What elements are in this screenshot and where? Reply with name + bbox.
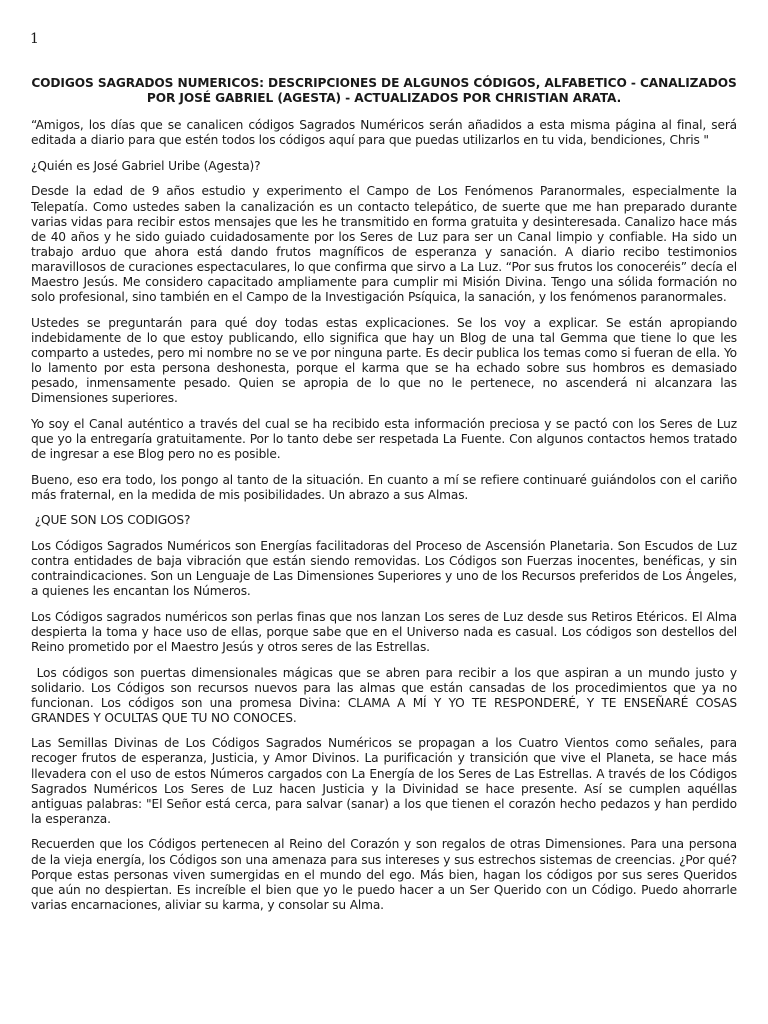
paragraph-closing: Bueno, eso era todo, los pongo al tanto de la situación. En cuanto a mí se refiere continuaré guiándolos con el cariño más fraternal, en la medida de mis posibilidades. Un abrazo a sus Almas. [31, 472, 737, 502]
document-title: CODIGOS SAGRADOS NUMERICOS: DESCRIPCIONES DE ALGUNOS CÓDIGOS, ALFABETICO - CANALIZADOS POR JOSÉ GABRIEL (AGESTA) - ACTUALIZADOS POR CHRISTIAN ARATA. [31, 76, 737, 106]
paragraph-biography: Desde la edad de 9 años estudio y experimento el Campo de Los Fenómenos Paranormales, especialmente la Telepatía. Como ustedes saben la canalización es un contacto telepático, de suerte que me han preparado durante varias vidas para recibir estos mensajes que les he transmitido en forma gratuita y desinteresada. Canalizo hace más de 40 años y he sido guiado cuidadosamente por los Seres de Luz para ser un Canal limpio y confiable. Ha sido un trabajo arduo que ahora está dando frutos magníficos de esperanza y sanación. A diario recibo testimonios maravillosos de curaciones espectaculares, lo que confirma que sirvo a La Luz. “Por sus frutos los conoceréis” decía el Maestro Jesús. Me considero capacitado ampliamente para cumplir mi Misión Divina. Tengo una sólida formación no solo profesional, sino también en el Campo de la Investigación Psíquica, la sanación, y los fenómenos paranormales. [31, 184, 737, 305]
document-body [31, 76, 741, 923]
section-heading-what-are-codes: ¿QUE SON LOS CODIGOS? [31, 513, 191, 528]
paragraph-heart-kingdom: Recuerden que los Códigos pertenecen al Reino del Corazón y son regalos de otras Dimensiones. Para una persona de la vieja energía, los Códigos son una amenaza para sus intereses y sus estrechos sistemas de creencias. ¿Por qué? Porque estas personas viven sumergidas en el mundo del ego. Más bien, hagan los códigos por sus seres Queridos que aún no despiertan. Es increíble el bien que yo le puedo hacer a un Ser Querido con un Código. Puedo ahorrarle varias encarnaciones, aliviar su karma, y consolar su Alma. [31, 837, 737, 912]
paragraph-codes-portals: Los códigos son puertas dimensionales mágicas que se abren para recibir a los que aspiran a un mundo justo y solidario. Los Códigos son recursos nuevos para las almas que están cansadas de los procedimientos que ya no funcionan. Los códigos son una promesa Divina: CLAMA A MÍ Y YO TE RESPONDERÉ, Y TE ENSEÑARÉ COSAS GRANDES Y OCULTAS QUE TU NO CONOCES. [31, 665, 741, 725]
paragraph-divine-seeds: Las Semillas Divinas de Los Códigos Sagrados Numéricos se propagan a los Cuatro Vientos como señales, para recoger frutos de esperanza, Justicia, y Amor Divinos. La purificación y transición que vive el Planeta, se hace más llevadera con el uso de estos Números cargados con La Energía de los Seres de Las Estrellas. A través de los Códigos Sagrados Numéricos Los Seres de Luz hacen Justicia y la Divinidad se hace presente. Así se cumplen aquéllas antiguas palabras: "El Señor está cerca, para salvar (sanar) a los que tienen el corazón hecho pedazos y han perdido la esperanza. [31, 736, 737, 826]
paragraph-explanation: Ustedes se preguntarán para qué doy todas estas explicaciones. Se los voy a explicar. Se están apropiando indebidamente de lo que estoy publicando, ello significa que hay un Blog de una tal Gemma que tiene lo que les comparto a ustedes, pero mi nombre no se ve por ninguna parte. Es decir publica los temas como si fueran de ella. Yo lo lamento por esta persona deshonesta, porque el karma que se ha echado sobre sus hombros es demasiado pesado, inmensamente pesado. Quien se apropia de lo que no le pertenece, no ascenderá ni alcanzara las Dimensiones superiores. [31, 315, 737, 406]
page-number: 1 [30, 31, 39, 47]
paragraph-authentic-channel: Yo soy el Canal auténtico a través del cual se ha recibido esta información preciosa y se pactó con los Seres de Luz que yo la entregaría gratuitamente. Por lo tanto debe ser respetada La Fuente. Con algunos contactos hemos tratado de ingresar a ese Blog pero no es posible. [31, 416, 737, 461]
paragraph-question-who: ¿Quién es José Gabriel Uribe (Agesta)? [31, 158, 261, 173]
paragraph-codes-energies: Los Códigos Sagrados Numéricos son Energías facilitadoras del Proceso de Ascensión Planetaria. Son Escudos de Luz contra entidades de baja vibración que están siendo removidas. Los Códigos son Fuerzas inocentes, benéficas, y sin contraindicaciones. Son un Lenguaje de Las Dimensiones Superiores y uno de los Recursos preferidos de Los Ángeles, a quienes les encantan los Números. [31, 538, 737, 599]
paragraph-intro-quote: “Amigos, los días que se canalicen códigos Sagrados Numéricos serán añadidos a esta misma página al final, será editada a diario para que estén todos los códigos aquí para que puedas utilizarlos en tu vida, bendiciones, Chris " [31, 118, 737, 148]
paragraph-codes-pearls: Los Códigos sagrados numéricos son perlas finas que nos lanzan Los seres de Luz desde sus Retiros Etéricos. El Alma despierta la toma y hace uso de ellas, porque sabe que en el Universo nada es casual. Los códigos son destellos del Reino prometido por el Maestro Jesús y otros seres de las Estrellas. [31, 609, 737, 654]
